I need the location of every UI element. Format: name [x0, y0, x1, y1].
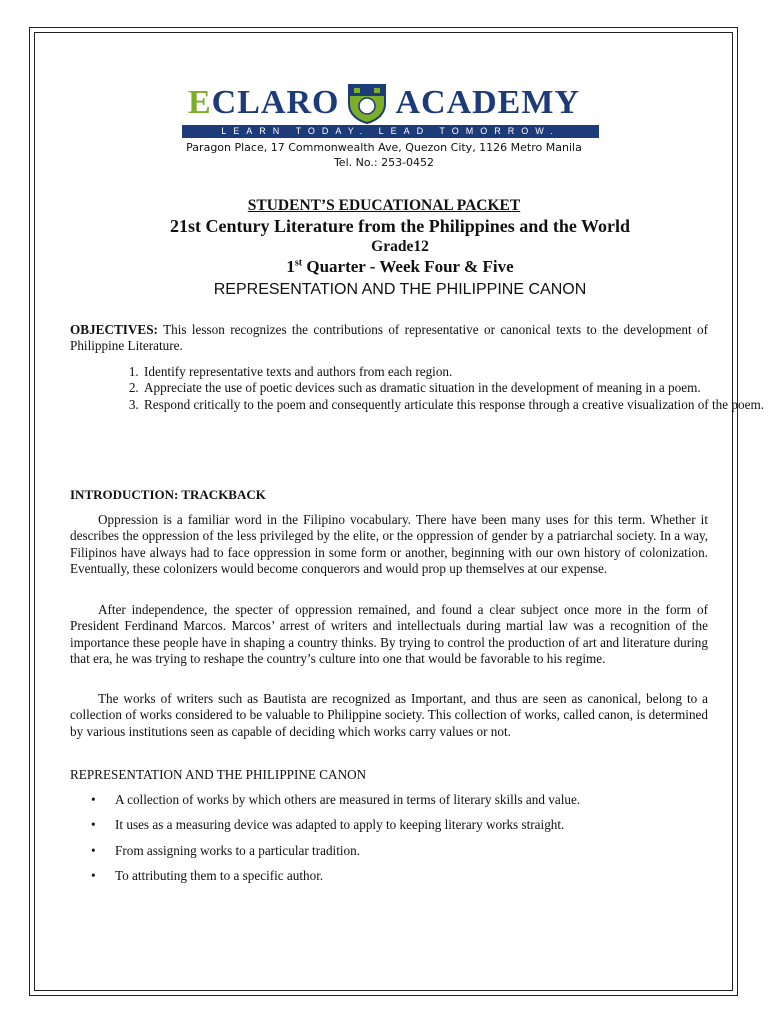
school-logo	[0, 82, 768, 124]
list-item: 3. Respond critically to the poem and consequently articulate this response through a creative visualization of the poem.	[142, 397, 768, 413]
topic-title: REPRESENTATION AND THE PHILIPPINE CANON	[213, 281, 587, 298]
bullet-icon: •	[91, 842, 96, 858]
school-address	[0, 140, 768, 170]
logo-wordmark-right: ACADEMY	[395, 84, 581, 121]
list-item: • From assigning works to a particular tradition.	[91, 842, 361, 858]
shield-crest-icon	[345, 82, 389, 124]
objectives-list	[70, 364, 768, 413]
bullet-icon: •	[91, 792, 96, 807]
list-item: 1. Identify representative texts and authors from each region.	[142, 364, 768, 380]
list-item: 2. Appreciate the use of poetic devices such as dramatic situation in the development of meaning in a poem.	[142, 380, 768, 396]
telephone-line: Tel. No.: 253-0452	[333, 156, 435, 169]
intro-paragraph: The works of writers such as Bautista are recognized as Important, and thus are seen as canonical, belong to a collection of works considered to be valuable to Philippine society. This collection of works, called canon, is determined by various institutions seen as capable of deciding which works carry values or not.	[70, 691, 708, 739]
intro-paragraph: After independence, the specter of oppression remained, and found a clear subject once more in the form of President Ferdinand Marcos. Marcos’ arrest of writers and intellectuals during martial law was a recognition of the importance these people have in shaping a country thinks. By trying to control the production of art and literature during that era, he was trying to reshape the country’s culture into one that would be favorable to his regime.	[70, 602, 708, 666]
canon-bullet-list	[70, 792, 753, 893]
introduction-heading: INTRODUCTION: TRACKBACK	[70, 487, 266, 502]
address-line: Paragon Place, 17 Commonwealth Ave, Quezon City, 1126 Metro Manila	[186, 141, 582, 154]
bullet-icon: •	[91, 867, 96, 883]
course-title: 21st Century Literature from the Philippines and the World	[169, 216, 630, 236]
intro-paragraph: Oppression is a familiar word in the Filipino vocabulary. There have been many uses for this term. Whether it describes the oppression of the less privileged by the elite, or the oppression of gender by a patriarchal society. In a way, Filipinos have always had to face oppression in some form or another, beginning with our own history of colonization. Eventually, these colonizers would become conquerors and would prop up themselves at our expense.	[70, 512, 708, 576]
list-item: • To attributing them to a specific author.	[91, 867, 324, 883]
logo-tagline: LEARN TODAY. LEAD TOMORROW.	[182, 125, 599, 138]
bullet-icon: •	[91, 817, 96, 833]
logo-wordmark-left: ECLARO	[187, 84, 340, 121]
packet-title: STUDENT’S EDUCATIONAL PACKET	[247, 197, 521, 214]
objectives-paragraph: OBJECTIVES: This lesson recognizes the contributions of representative or canonical texts to the development of Philippine Literature.	[70, 322, 708, 354]
canon-heading: REPRESENTATION AND THE PHILIPPINE CANON	[70, 767, 367, 782]
list-item: • A collection of works by which others are measured in terms of literary skills and value.	[91, 792, 581, 807]
quarter-heading: 1st Quarter - Week Four & Five	[286, 257, 514, 276]
list-item: • It uses as a measuring device was adapted to apply to keeping literary works straight.	[91, 817, 565, 833]
grade-level: Grade12	[371, 238, 429, 255]
objectives-label: OBJECTIVES:	[70, 322, 158, 337]
